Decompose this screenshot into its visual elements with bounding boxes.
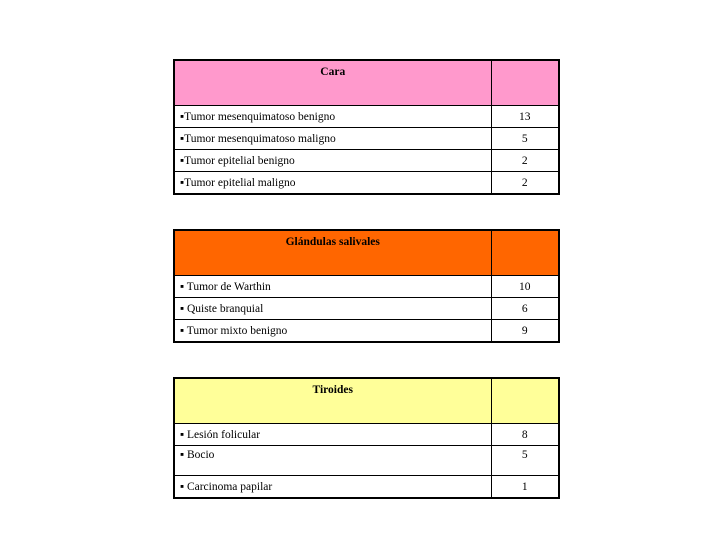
table-row: [174, 106, 559, 128]
table-cara: [173, 59, 560, 195]
table-row: [174, 446, 559, 476]
row-value: 5: [491, 128, 559, 150]
table-row: [174, 424, 559, 446]
row-label: ▪Tumor mesenquimatoso maligno: [174, 128, 491, 150]
row-label: ▪ Lesión folicular: [174, 424, 491, 446]
table-row: [174, 298, 559, 320]
table-row: [174, 128, 559, 150]
table-row: [174, 276, 559, 298]
row-label: ▪ Carcinoma papilar: [174, 476, 491, 499]
table-glandulas-salivales: [173, 229, 560, 343]
table-row: [174, 150, 559, 172]
row-value: 2: [491, 150, 559, 172]
row-value: 8: [491, 424, 559, 446]
row-value: 2: [491, 172, 559, 195]
table-header: [174, 60, 559, 106]
table-title: Cara: [174, 60, 491, 106]
row-value: 5: [491, 446, 559, 476]
table-header-value-cell: [491, 378, 559, 424]
row-label: ▪ Bocio: [174, 446, 491, 476]
table-header: [174, 230, 559, 276]
row-label: ▪ Quiste branquial: [174, 298, 491, 320]
table-tiroides: [173, 377, 560, 499]
table-row: [174, 476, 559, 499]
table-row: [174, 172, 559, 195]
row-value: 10: [491, 276, 559, 298]
row-label: ▪Tumor epitelial maligno: [174, 172, 491, 195]
row-value: 6: [491, 298, 559, 320]
row-label: ▪Tumor mesenquimatoso benigno: [174, 106, 491, 128]
row-value: 9: [491, 320, 559, 343]
table-header: [174, 378, 559, 424]
row-label: ▪Tumor epitelial benigno: [174, 150, 491, 172]
row-label: ▪ Tumor mixto benigno: [174, 320, 491, 343]
row-value: 13: [491, 106, 559, 128]
row-label: ▪ Tumor de Warthin: [174, 276, 491, 298]
table-title: Tiroides: [174, 378, 491, 424]
table-title: Glándulas salivales: [174, 230, 491, 276]
table-row: [174, 320, 559, 343]
row-value: 1: [491, 476, 559, 499]
table-header-value-cell: [491, 60, 559, 106]
table-header-value-cell: [491, 230, 559, 276]
